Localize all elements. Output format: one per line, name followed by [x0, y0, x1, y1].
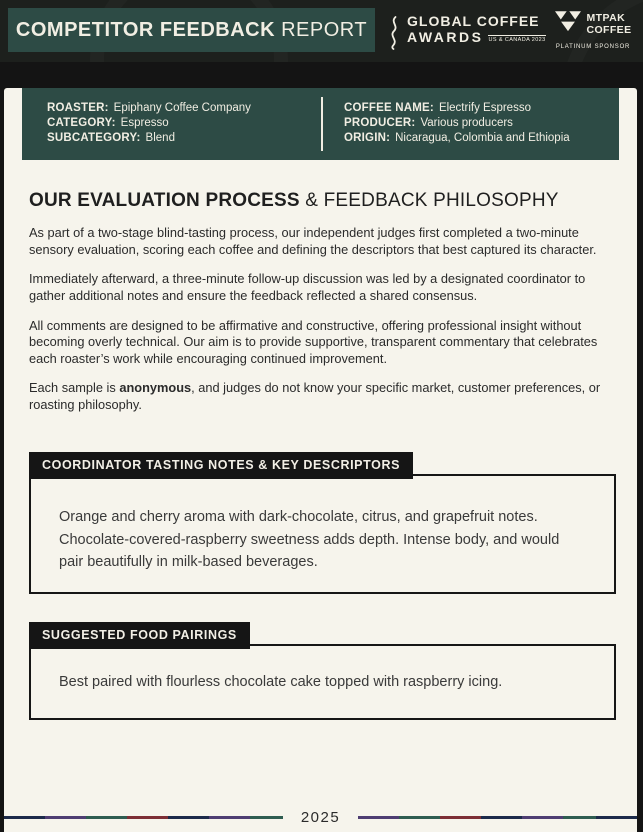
coffee-name-label: COFFEE NAME:: [344, 102, 434, 115]
report-title-badge: [8, 8, 375, 52]
tasting-notes-box: [29, 457, 616, 594]
mtpak-line1: MTPAK: [586, 12, 626, 25]
p4-suffix: , and judges do not know your specific market, customer preferences, or roasting philosophy.: [29, 380, 601, 412]
subcategory-label: SUBCATEGORY:: [47, 132, 141, 145]
category-label: CATEGORY:: [47, 117, 116, 130]
info-column-right: [322, 100, 619, 149]
producer-label: PRODUCER:: [344, 117, 416, 130]
steam-icon: [388, 16, 400, 55]
producer-value: Various producers: [420, 117, 513, 130]
p4-anonymous: anonymous: [119, 380, 192, 396]
mtpak-line2: COFFEE: [586, 24, 632, 36]
food-pairings-text: Best paired with flourless chocolate cake topped with raspberry icing.: [59, 673, 503, 690]
category-value: Espresso: [120, 117, 169, 130]
info-column-left: [22, 100, 322, 149]
gca-wordmark: [407, 13, 546, 45]
info-row-subcategory: [47, 133, 322, 145]
mtpak-wordmark: [587, 13, 632, 36]
gca-line2: AWARDS: [407, 29, 484, 46]
info-box-divider: [321, 97, 323, 151]
food-pairings-heading: SUGGESTED FOOD PAIRINGS: [29, 622, 250, 649]
report-title-bold: COMPETITOR FEEDBACK: [15, 18, 276, 41]
subcategory-value: Blend: [145, 132, 175, 145]
roaster-value: Epiphany Coffee Company: [113, 102, 251, 115]
page-title-light: & FEEDBACK PHILOSOPHY: [299, 190, 559, 211]
coffee-name-value: Electrify Espresso: [438, 102, 531, 115]
origin-label: ORIGIN:: [344, 132, 391, 145]
coffee-info-box: [22, 88, 619, 160]
page-title: [29, 190, 616, 212]
gca-line1: GLOBAL COFFEE: [407, 13, 540, 29]
global-coffee-awards-logo: [388, 13, 546, 55]
gca-edition-label: US & CANADA 2023: [488, 37, 546, 44]
platinum-sponsor-label: PLATINUM SPONSOR: [555, 44, 631, 50]
report-header: [0, 0, 643, 62]
page-footer: [4, 809, 637, 826]
tasting-notes-text: Orange and cherry aroma with dark-chocolate, citrus, and grapefruit notes. Chocolate-covered-raspberry sweetness adds depth. Intense body, and would pair beautifully in milk-based beverages.: [59, 508, 560, 571]
info-row-roaster: [47, 103, 322, 115]
tasting-notes-heading: COORDINATOR TASTING NOTES & KEY DESCRIPTORS: [29, 452, 413, 479]
page-title-bold: OUR EVALUATION PROCESS: [29, 190, 300, 211]
evaluation-paragraph-1: As part of a two-stage blind-tasting process, our independent judges first completed a two-minute sensory evaluation, scoring each coffee and defining the descriptors that best captured its character.: [29, 225, 597, 257]
evaluation-paragraph-4: [29, 380, 616, 413]
info-row-category: [47, 118, 322, 130]
footer-divider-left: [4, 816, 283, 819]
evaluation-paragraph-2: Immediately afterward, a three-minute follow-up discussion was led by a designated coordinator to gather additional notes and ensure the feedback reflected a shared consensus.: [29, 271, 586, 303]
origin-value: Nicaragua, Colombia and Ethiopia: [395, 132, 570, 145]
p4-prefix: Each sample is: [29, 380, 120, 396]
info-row-origin: [344, 133, 619, 145]
report-title-light: REPORT: [275, 18, 368, 41]
mtpak-logo-icon: [555, 11, 581, 39]
mtpak-sponsor-logo: [553, 11, 633, 50]
info-row-coffee-name: [344, 103, 619, 115]
roaster-label: ROASTER:: [47, 102, 109, 115]
info-row-producer: [344, 118, 619, 130]
footer-divider-right: [358, 816, 637, 819]
food-pairings-box: [29, 627, 616, 720]
evaluation-paragraph-3: All comments are designed to be affirmative and constructive, offering professional insight without becoming overly technical. Our aim is to provide supportive, transparent commentary that celebrates each roaster’s work while encouraging continued improvement.: [29, 317, 598, 366]
evaluation-section: [4, 190, 637, 414]
footer-year: 2025: [300, 809, 341, 826]
report-page: [4, 88, 637, 832]
